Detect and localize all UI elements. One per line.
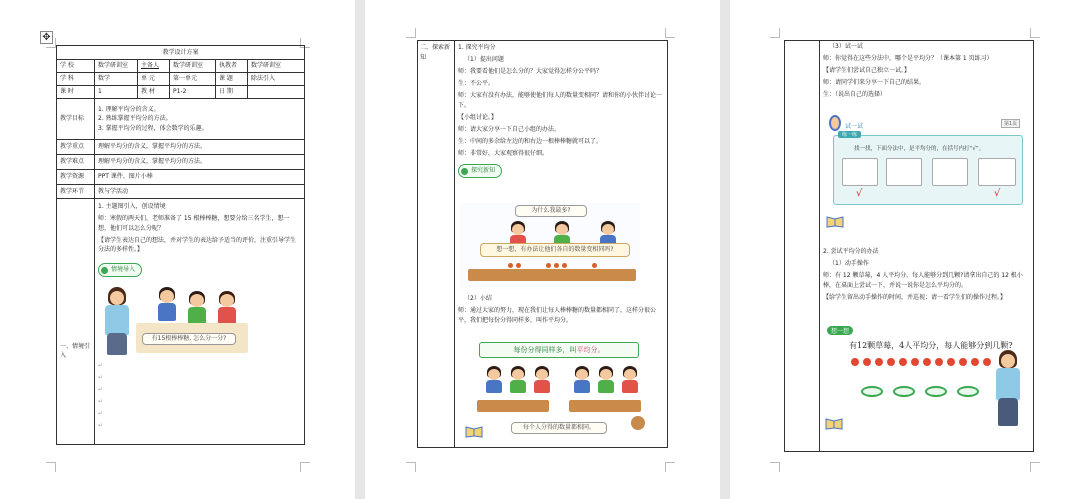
crop-mark — [406, 28, 416, 38]
banner-icon — [461, 168, 468, 175]
column-divider — [454, 40, 455, 448]
section-label: 二、探索新知 — [420, 44, 451, 61]
exercise-illustration — [823, 113, 1028, 213]
column-divider — [819, 40, 820, 452]
crop-mark — [1030, 28, 1040, 38]
paragraph: 生：（说出自己的选择） — [823, 91, 887, 99]
student-illustration — [597, 366, 615, 394]
section-body — [458, 43, 665, 180]
table-title: 教学设计方案 — [57, 46, 305, 60]
book-icon — [825, 416, 843, 430]
intro-illustration — [98, 279, 248, 359]
think-banner: 想一想 — [827, 326, 853, 335]
student-illustration — [533, 366, 551, 394]
strawberry-icon — [983, 358, 991, 366]
document-page-1 — [0, 0, 355, 499]
strawberry-icon — [911, 358, 919, 366]
paragraph: 【小组讨论。】 — [458, 114, 498, 122]
equal-share-illustration — [465, 340, 655, 440]
strawberry-icon — [851, 358, 859, 366]
paragraph: （3）试一试 — [829, 43, 863, 50]
row-text: PPT 课件、图片小棒 — [95, 170, 305, 185]
caption-bubble: 每个人分得的数量都相同。 — [511, 422, 607, 434]
strawberry-icon — [971, 358, 979, 366]
cell-label: 执教者 — [216, 60, 248, 73]
paragraph: 1. 主题图引入，创设情境 — [98, 203, 166, 210]
paragraph: 生：中间的多余给左边的和右边一根棒棒糖就可以了。 — [458, 138, 603, 146]
strawberry-question: 有12颗草莓，4人平均分，每人能够分到几颗? — [849, 341, 1013, 350]
strawberry-icon — [935, 358, 943, 366]
strawberry-icon — [923, 358, 931, 366]
cell-label: 课 时 — [57, 86, 95, 99]
section-body — [823, 42, 1030, 102]
paragraph: 师：你觉得在这些分法中，哪个是平均分？（课本第 1 页练习） — [823, 55, 993, 63]
cell-value: 数学研训室 — [95, 60, 138, 73]
paragraph: 2. 尝试平均分的办法 — [823, 248, 879, 255]
crop-mark — [406, 462, 416, 472]
monkey-mascot-icon — [631, 416, 645, 430]
banner-label: 情境导入 — [111, 266, 136, 274]
paragraph: （1）动手操作 — [829, 260, 869, 268]
cell-value: 除法引入 — [248, 73, 305, 86]
student-illustration — [573, 366, 591, 394]
banner-icon — [101, 267, 108, 274]
row-text: 理解平均分的含义，掌握平均分的方法。 — [95, 140, 305, 155]
exercise-box — [833, 132, 1023, 205]
check-mark-icon: √ — [994, 188, 1001, 199]
cell-label: 课 题 — [216, 73, 248, 86]
teacher-illustration — [993, 350, 1023, 430]
paragraph: 师：非常好，大家观察得很仔细。 — [458, 150, 549, 158]
cell-label: 主备人 — [138, 60, 170, 73]
crop-mark — [665, 28, 675, 38]
student-illustration — [485, 366, 503, 394]
paragraph: 师：有 12 颗草莓，4 人平均分，每人能够分到几颗?请拿出自己的 12 根小棒，在桌面上尝试一下，并说一说你是怎么平均分的。 — [823, 272, 1023, 289]
strawberry-icon — [947, 358, 955, 366]
book-icon — [826, 214, 844, 228]
paragraph: 生：不公平。 — [458, 80, 495, 88]
crop-mark — [46, 462, 56, 472]
strawberry-icon — [863, 358, 871, 366]
page-tag: 第1页 — [1001, 119, 1020, 128]
goals-label: 教学目标 — [57, 99, 95, 140]
crop-mark — [770, 462, 780, 472]
paragraph: （1）提出问题 — [464, 56, 504, 64]
cell-value: 数学研训室 — [248, 60, 305, 73]
paragraph: 师：寒假的两天们，老师准备了 15 根棒棒糖，想要分给三名学生，想一想，他们可以怎么分呢？ — [98, 215, 290, 232]
exercise-tab: 练一练 — [838, 131, 861, 138]
cell-label: 学 校 — [57, 60, 95, 73]
row-label: 教学重点 — [57, 140, 95, 155]
student-illustration — [621, 366, 639, 394]
plate-icon — [893, 386, 915, 397]
cell-value — [248, 86, 305, 99]
lesson-plan-table — [56, 45, 305, 445]
document-page-3 — [730, 0, 1080, 499]
strawberry-row — [851, 358, 1001, 366]
cell-value: 数学研训室 — [170, 60, 216, 73]
row-label: 教学难点 — [57, 155, 95, 170]
crop-mark — [300, 462, 310, 472]
cell-label: 日 期 — [216, 86, 248, 99]
option-plates — [886, 158, 922, 186]
goal-item: 3. 掌握平均分的过程，体会数学的乐趣。 — [98, 124, 208, 132]
desk — [569, 400, 641, 412]
summary-text — [458, 294, 665, 328]
strawberry-icon — [875, 358, 883, 366]
strawberry-icon — [899, 358, 907, 366]
row-text: 理解平均分的含义，掌握平均分的方法。 — [95, 155, 305, 170]
section-label: 一、情境引入 — [57, 199, 95, 445]
exercise-prompt: 找一找，下面分法中，是平均分的，在括号内打“√”。 — [854, 146, 985, 152]
row-label: 教学环节 — [57, 185, 95, 199]
paragraph: 【给学生留出动手操作的时间，并巡视；请一看学生们的操作过程。】 — [823, 293, 1007, 301]
plate-icon — [925, 386, 947, 397]
student-illustration — [509, 366, 527, 394]
cell-label: 教 材 — [138, 86, 170, 99]
explore-banner — [458, 164, 502, 178]
check-mark-icon: √ — [856, 188, 863, 199]
section-body: 1. 主题图引入，创设情境 师：寒假的两天们，老师准备了 15 根棒棒糖，想要分给三名学生，想一想，他们可以怎么分呢？ 【请学生表达自己的想法，并对学生的表达给予适当的评价，注重引导学生分法的多样性。】 情境导入 有15根棒棒糖, 怎么分一分? ↵ ↵ ↵ ↵ ↵ ↵ — [95, 199, 305, 445]
row-label: 教学资源 — [57, 170, 95, 185]
paragraph: 1. 探究平均分 — [458, 44, 496, 51]
teacher-avatar — [829, 115, 841, 131]
crop-mark — [1030, 462, 1040, 472]
paragraph: 【请学生表达自己的想法，并对学生的表达给予适当的评价，注重引导学生分法的多样性。】 — [98, 236, 297, 254]
strawberry-icon — [959, 358, 967, 366]
explore-illustration — [460, 203, 640, 289]
desk — [477, 400, 549, 412]
scene-intro-banner — [98, 263, 142, 276]
think-bubble: 想一想，有办法让他们各自的数量变相同吗? — [480, 243, 630, 257]
document-page-2 — [365, 0, 720, 499]
definition-box — [479, 342, 639, 358]
paragraph: 师：大家有没有办法，能够使他们每人的数量变相同？请和你的小伙伴讨论一下。 — [458, 92, 663, 109]
paragraph: 师：请大家分享一下自己小组的办法。 — [458, 126, 561, 134]
cell-value: 第一单元 — [170, 73, 216, 86]
book-icon — [465, 424, 483, 438]
plate-icon — [861, 386, 883, 397]
strawberry-icon — [887, 358, 895, 366]
intro-speech-bubble: 有15根棒棒糖, 怎么分一分? — [142, 333, 236, 345]
definition-text: 每份分得同样多，叫 — [513, 346, 577, 354]
question-bubble: 为什么我最多? — [515, 205, 587, 217]
crop-mark — [665, 462, 675, 472]
desk — [468, 269, 636, 281]
option-plates — [932, 158, 968, 186]
teacher-illustration — [102, 287, 132, 357]
table-move-handle-icon[interactable]: ✥ — [40, 31, 53, 44]
definition-emphasis: 平均分。 — [576, 346, 605, 354]
goal-item: 2. 熟练掌握平均分的方法。 — [98, 115, 172, 123]
cell-label: 单 元 — [138, 73, 170, 86]
paragraph: 师：请同学们来分享一下自己的结果。 — [823, 79, 926, 87]
paragraph: 师：我要看他们是怎么分的？大家觉得怎样分公平吗？ — [458, 68, 603, 76]
plate-icon — [957, 386, 979, 397]
banner-label: 探究新知 — [471, 167, 496, 175]
strawberry-illustration — [823, 322, 1028, 434]
cell-label: 学 科 — [57, 73, 95, 86]
crop-mark — [770, 28, 780, 38]
student-illustration — [156, 287, 178, 327]
option-plates — [978, 158, 1016, 186]
row-text: 教与学活动 — [95, 185, 305, 199]
goal-item: 1. 理解平均分的含义。 — [98, 106, 160, 114]
option-plates — [842, 158, 878, 186]
goals-cell — [95, 99, 305, 140]
paragraph: （2）小结 — [464, 295, 492, 302]
cell-value: 数学 — [95, 73, 138, 86]
cell-value: P1-2 — [170, 86, 216, 99]
cell-value: 1 — [95, 86, 138, 99]
paragraph: 师：通过大家的努力，现在我们让每人棒棒糖的数量都相同了，这样分很公平，我们把每份分得同样多，叫作平均分。 — [458, 307, 657, 324]
operation-text — [823, 247, 1030, 305]
paragraph: 【请学生们尝试自己独立一试。】 — [823, 67, 911, 75]
try-banner: 试一试 — [845, 123, 864, 130]
